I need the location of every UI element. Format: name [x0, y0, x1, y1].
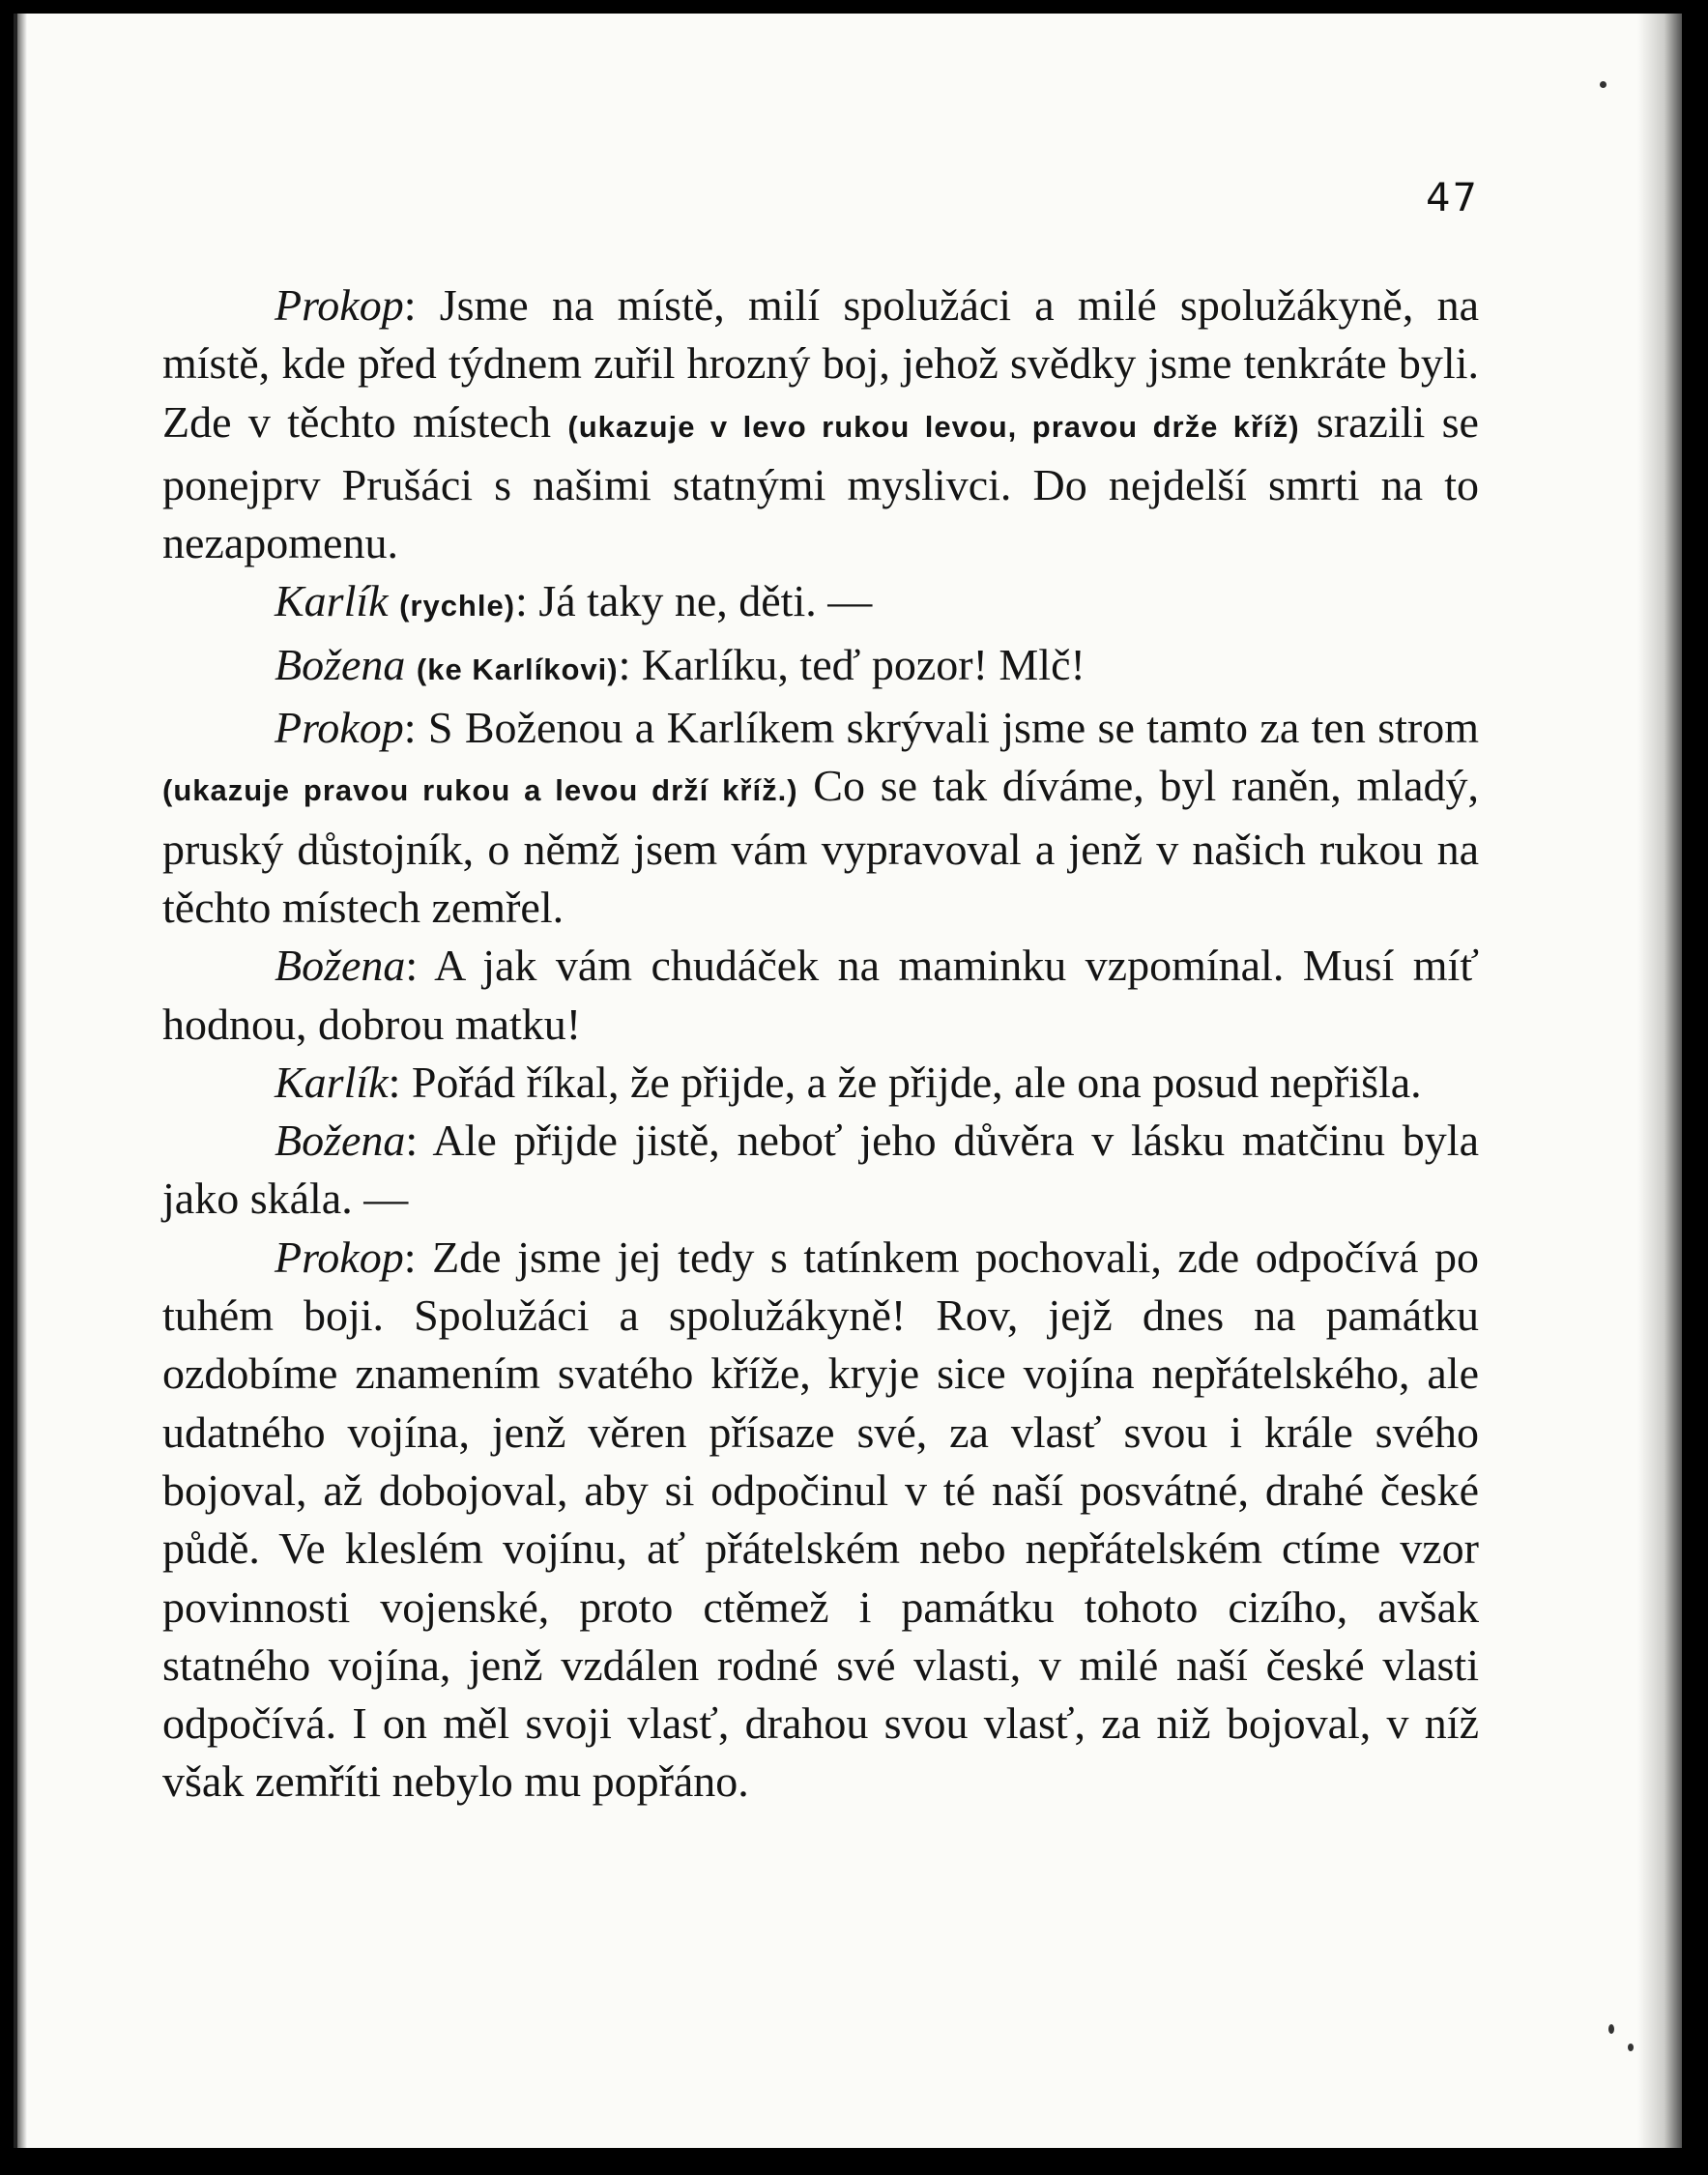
dialogue-line: : Zde jsme jej tedy s tatínkem pochovali, zde odpočívá po tuhém boji. Spolužáci a spolužákyně! Rov, jejž dnes na památku ozdobíme znamením svatého kříže, kryje sice vojína nepřátelského, ale udatného vojína, jenž věren přísaze své, za vlasť svou i krále svého bojoval, až dobojoval, aby si odpočinul v té naší posvátné, drahé české půdě. Ve kleslém vojínu, ať přátelském nebo nepřátelském ctíme vzor povinnosti vojenské, proto ctěmež i památku tohoto cizího, avšak statného vojína, jenž vzdálen rodné své vlasti, v milé naší české vlasti odpočívá. I on měl svoji vlasť, drahou svou vlasť, za niž bojoval, v níž však zemříti nebylo mu popřáno.	[162, 1232, 1479, 1807]
dialogue-line: : A jak vám chudáček na maminku vzpomínal. Musí míť hodnou, dobrou matku!	[162, 941, 1479, 1049]
dialogue-line: : Ale přijde jistě, neboť jeho důvěra v lásku matčinu byla jako skála. —	[162, 1116, 1479, 1224]
scan-speck	[1628, 2044, 1634, 2051]
speaker-name: Božena	[275, 639, 406, 689]
scan-speck	[1608, 2024, 1614, 2034]
stage-direction: (ke Karlíkovi)	[416, 652, 619, 686]
dialogue-paragraph	[162, 1229, 1479, 1812]
page-edge-shadow	[1637, 14, 1682, 2148]
dialogue-line	[405, 640, 417, 689]
speaker-name: Prokop	[275, 1232, 404, 1282]
stage-direction: (ukazuje pravou rukou a levou drží kříž.)	[162, 773, 798, 808]
dialogue-line: Co se tak díváme, byl raněn, mladý, pruský důstojník, o němž jsem vám vypravoval a jenž v našich rukou na těchto místech zemřel.	[162, 761, 1479, 932]
speaker-name: Prokop	[275, 280, 404, 330]
dialogue-line: : S Boženou a Karlíkem skrývali jsme se tamto za ten strom	[403, 703, 1479, 753]
stage-direction: (ukazuje v levo rukou levou, pravou drže kříž)	[567, 409, 1300, 444]
dialogue-paragraph	[162, 276, 1479, 572]
speaker-name: Božena	[275, 1116, 406, 1166]
speaker-name: Karlík	[275, 1057, 389, 1107]
speaker-name: Prokop	[275, 703, 404, 753]
dialogue-line	[389, 576, 400, 625]
dialogue-paragraph	[162, 572, 1479, 635]
dialogue-paragraph	[162, 937, 1479, 1054]
dialogue-line: : Karlíku, teď pozor! Mlč!	[618, 639, 1086, 689]
binding-shadow	[17, 14, 27, 2148]
scan-speck	[1600, 81, 1607, 88]
dialogue-paragraph	[162, 699, 1479, 937]
stage-direction: (rychle)	[399, 589, 516, 624]
dialogue-line: : Já taky ne, děti. —	[515, 576, 873, 626]
book-page	[14, 14, 1682, 2148]
dialogue-text	[162, 276, 1479, 1812]
speaker-name: Božena	[275, 941, 406, 991]
page-number: 47	[1426, 176, 1479, 220]
dialogue-paragraph	[162, 1112, 1479, 1229]
dialogue-paragraph	[162, 1054, 1479, 1112]
dialogue-line: srazili se ponejprv Prušáci s našimi statnými myslivci. Do nejdelší smrti na to nezapomenu.	[162, 396, 1479, 568]
dialogue-line: : Jsme na místě, milí spolužáci a milé spolužákyně, na místě, kde před týdnem zuřil hrozný boj, jehož svědky jsme tenkráte byli. Zde v těchto místech	[162, 280, 1479, 447]
dialogue-paragraph	[162, 636, 1479, 699]
dialogue-line: : Pořád říkal, že přijde, a že přijde, ale ona posud nepřišla.	[388, 1057, 1422, 1107]
speaker-name: Karlík	[275, 576, 389, 626]
